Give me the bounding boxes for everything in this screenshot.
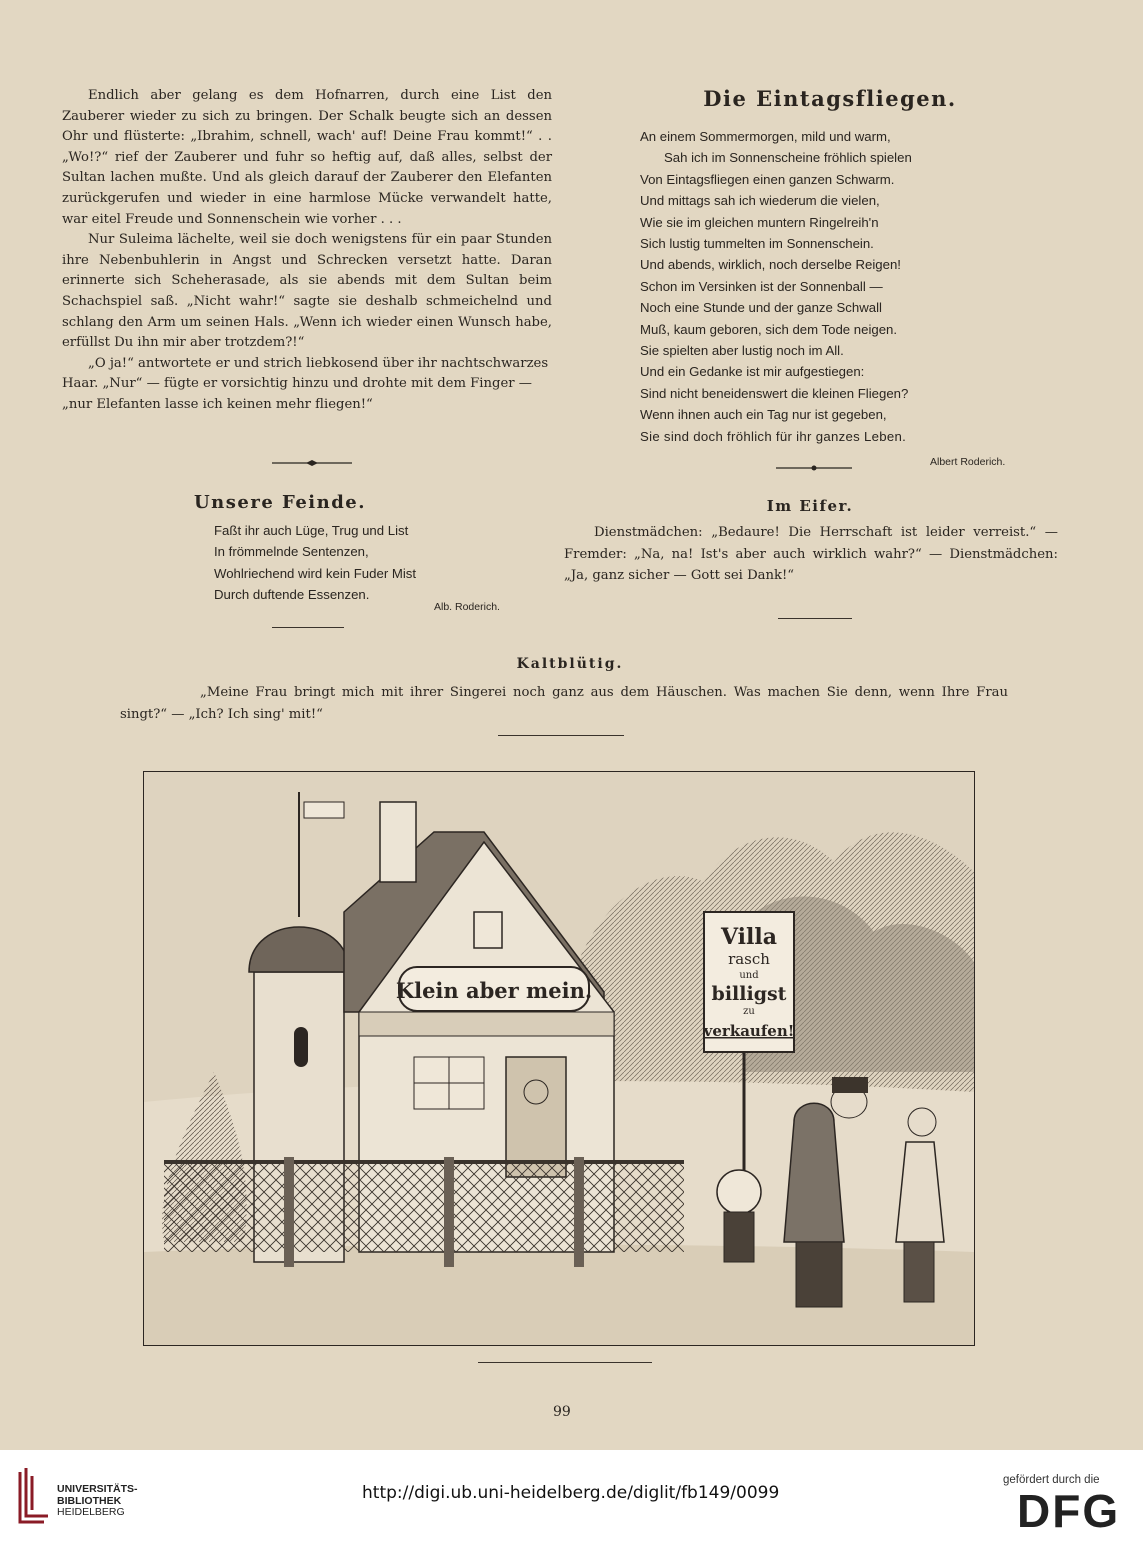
poem-line: Faßt ihr auch Lüge, Trug und List — [214, 523, 409, 538]
sale-sign-line: rasch — [728, 950, 770, 968]
poem-line: Sah ich im Sonnenscheine fröhlich spielen — [664, 150, 912, 166]
dfg-logo: DFG — [1017, 1485, 1121, 1537]
sale-sign-line: zu — [743, 1006, 755, 1017]
poem-line: Muß, kaum geboren, sich dem Tode neigen. — [640, 321, 898, 337]
poem-line: An einem Sommermorgen, mild und warm, — [640, 129, 891, 144]
poem-line: Und mittags sah ich wiederum die vielen, — [640, 193, 880, 209]
poem-line: Sind nicht beneidenswert die kleinen Fliegen? — [640, 385, 909, 401]
poem-line: Wohlriechend wird kein Fuder Mist — [214, 565, 417, 581]
poem-feinde-lines — [214, 520, 416, 606]
divider-rule — [498, 735, 624, 736]
poem-feinde-author: Alb. Roderich. — [434, 601, 500, 613]
kaltbluetig-text: „Meine Frau bringt mich mit ihrer Singerei noch ganz aus dem Häuschen. Was machen Sie denn, wenn Ihre Frau singt?“ — „Ich? Ich sing' mit!“ — [120, 685, 1008, 722]
poem-line: Und ein Gedanke ist mir aufgestiegen: — [640, 364, 865, 380]
story-paragraph-2: Nur Suleima lächelte, weil sie doch wenigstens für ein paar Stunden ihre Nebenbuhlerin in Angst und Schrecken versetzt hatte. Daran erinnerte sich Scheherasade, als sie abends mit dem Sultan beim Schachspiel saß. „Nicht wahr!“ sagte sie deshalb schmeichelnd und schlang den Arm um seinen Hals. „Wenn ich wieder einen Wunsch habe, erfüllst Du ihn mir aber trotzdem?!“ — [62, 232, 552, 351]
source-url-link[interactable]: http://digi.ub.uni-heidelberg.de/diglit/fb149/0099 — [362, 1483, 780, 1503]
divider-ornament-right — [776, 464, 852, 472]
sale-sign-line: und — [739, 970, 759, 981]
library-name-line: UNIVERSITÄTS- — [57, 1483, 138, 1495]
poem-line: Durch duftende Essenzen. — [214, 587, 370, 603]
library-name-line: BIBLIOTHEK — [57, 1494, 122, 1507]
illustration-villa — [143, 771, 975, 1346]
poem-line: Wie sie im gleichen muntern Ringelreih'n — [640, 214, 879, 230]
divider-rule — [272, 627, 344, 628]
poem-eintagsfliegen-title: Die Eintagsfliegen. — [703, 86, 957, 111]
library-name — [57, 1484, 138, 1519]
house-sign-text: Klein aber mein. — [395, 978, 593, 1003]
divider-ornament-left — [272, 459, 352, 467]
story-column — [62, 86, 552, 416]
funded-by-label: gefördert durch die — [1003, 1474, 1100, 1486]
eifer-text: Dienstmädchen: „Bedaure! Die Herrschaft ist leider verreist.“ — Fremder: „Na, na! Ist's aber auch wirklich wahr?“ — Dienstmädchen: „Ja, ganz sicher — Gott sei Dank!“ — [564, 525, 1058, 583]
poem-line: Sie spielten aber lustig noch im All. — [640, 343, 844, 359]
poem-feinde-title: Unsere Feinde. — [193, 492, 367, 513]
divider-rule — [478, 1362, 652, 1363]
poem-line: In frömmelnde Sentenzen, — [214, 544, 369, 560]
sale-sign-line: verkaufen! — [703, 1022, 795, 1040]
poem-line: Sie sind doch fröhlich für ihr ganzes Leben. — [640, 428, 907, 444]
library-logo-icon — [14, 1466, 50, 1526]
story-paragraph-1: Endlich aber gelang es dem Hofnarren, durch eine List den Zauberer wieder zu sich zu bringen. Der Schalk beugte sich an dessen Ohr und flüsterte: „Ibrahim, schnell, wach' auf! Deine Frau kommt!“ . . „Wo!?“ rief der Zauberer und fuhr so heftig auf, daß alles, selbst der Sultan lachen mußte. Und als gleich darauf der Zauberer den Elefanten zurückgerufen und wieder in eine harmlose Mücke verwandelt hatte, war eitel Freude und Sonnenschein wie vorher . . . — [62, 88, 552, 227]
story-paragraph-3: „O ja!“ antwortete er und strich liebkosend über ihr nachtschwarzes Haar. „Nur“ — fügte er vorsichtig hinzu und drohte mit dem Finger — „nur Elefanten lasse ich keinen mehr fliegen!“ — [62, 355, 549, 412]
page-number: 99 — [553, 1404, 571, 1420]
kaltbluetig-title: Kaltblütig. — [516, 656, 624, 672]
poem-line: Sich lustig tummelten im Sonnenschein. — [640, 236, 874, 252]
illustration-drawing — [144, 772, 974, 1345]
sale-sign-line: billigst — [711, 983, 787, 1005]
poem-line: Und abends, wirklich, noch derselbe Reigen! — [640, 257, 901, 273]
sale-sign-line: Villa — [720, 924, 778, 950]
eifer-title: Im Eifer. — [766, 497, 854, 515]
poem-eintagsfliegen-lines — [640, 126, 912, 447]
library-name-line: HEIDELBERG — [57, 1506, 125, 1518]
divider-rule — [778, 618, 852, 619]
poem-line: Von Eintagsfliegen einen ganzen Schwarm. — [640, 171, 895, 187]
poem-eintagsfliegen-author: Albert Roderich. — [930, 456, 1006, 468]
poem-line: Noch eine Stunde und der ganze Schwall — [640, 300, 882, 316]
poem-line: Wenn ihnen auch ein Tag nur ist gegeben, — [640, 407, 887, 423]
poem-line: Schon im Versinken ist der Sonnenball — — [640, 278, 883, 294]
